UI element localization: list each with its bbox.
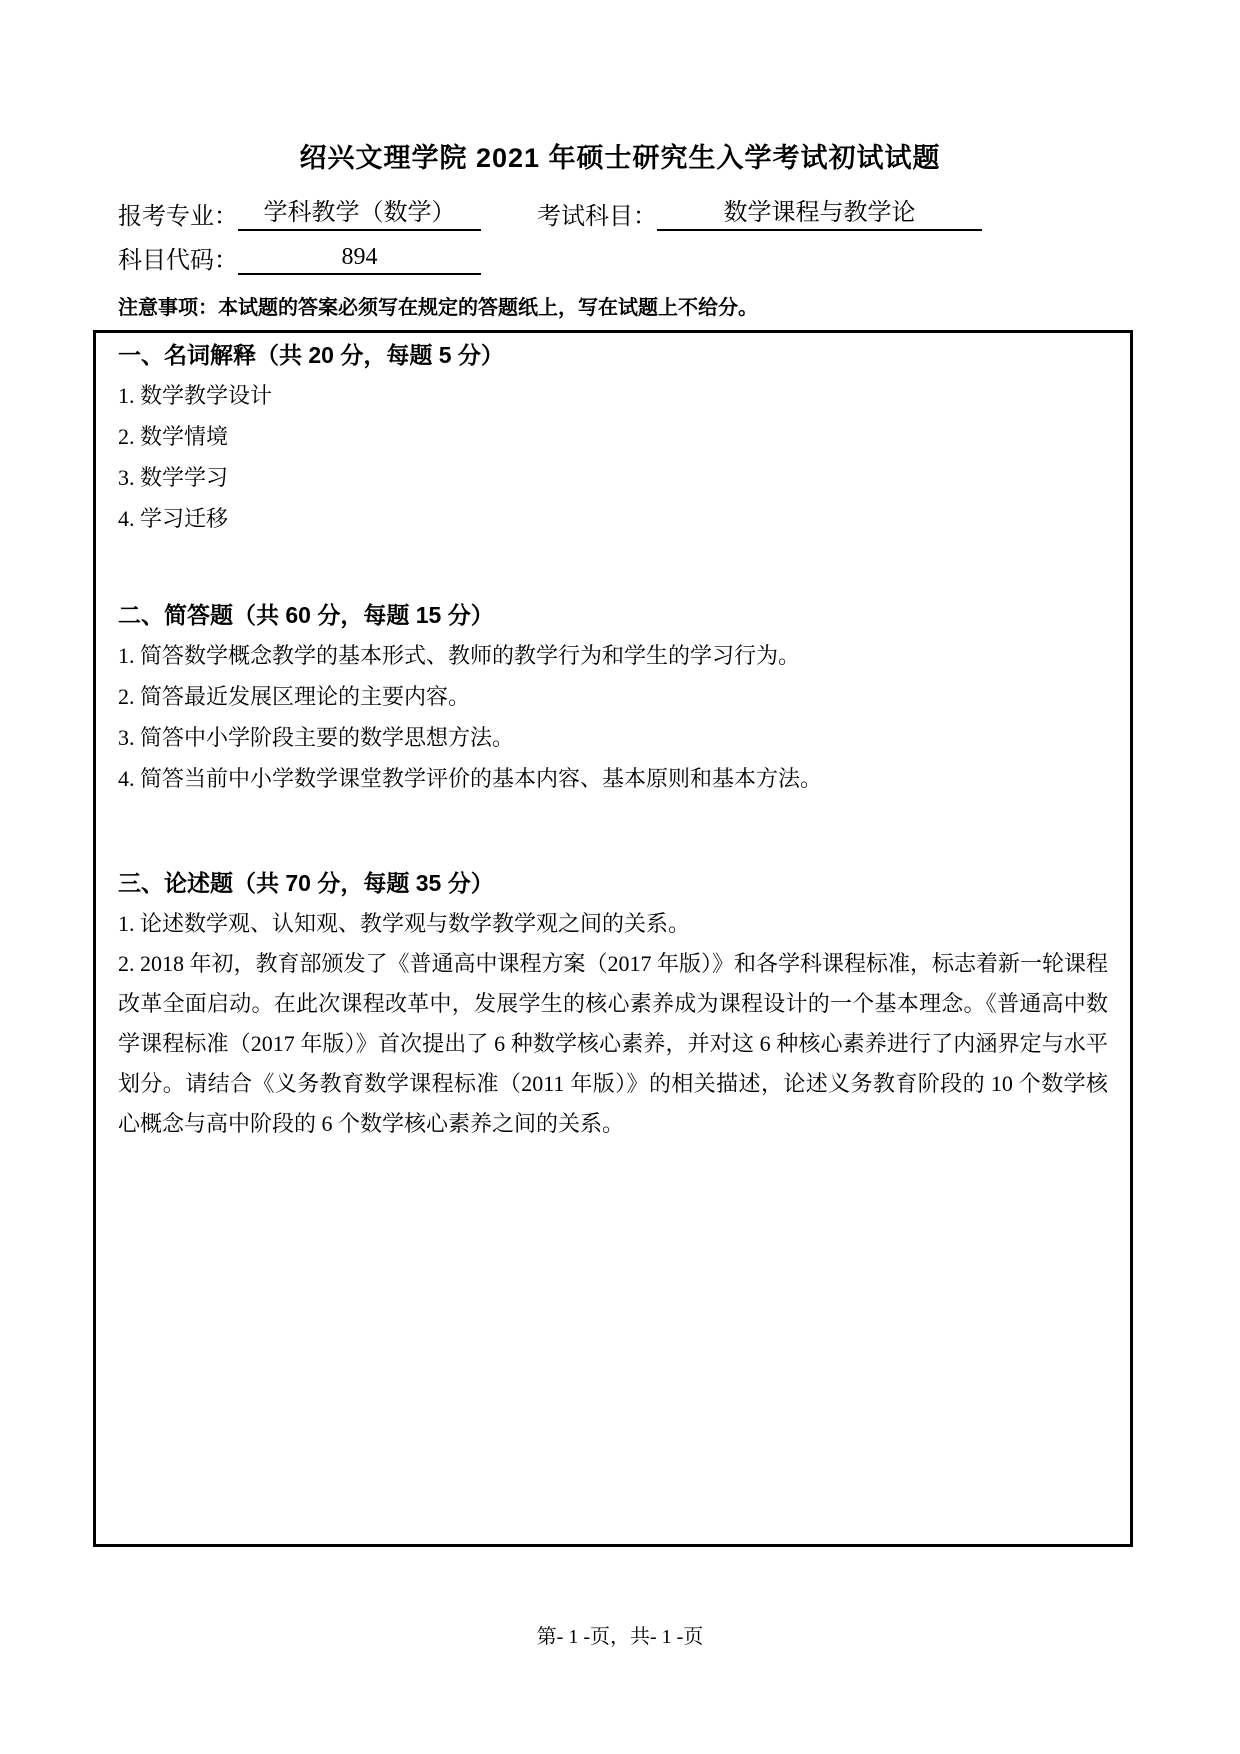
section-heading: 二、简答题（共 60 分，每题 15 分） [118,602,494,628]
page-number-footer: 第- 1 -页，共- 1 -页 [536,1626,704,1648]
section-short-answer [118,595,1108,799]
page-title: 绍兴文理学院 2021 年硕士研究生入学考试初试试题 [299,143,941,173]
question-item: 1. 简答数学概念教学的基本形式、教师的教学行为和学生的学习行为。 [118,643,801,668]
question-box [93,330,1133,1547]
header-row-major-subject [118,192,982,231]
subject-value: 数学课程与教学论 [657,192,982,231]
notice-line: 注意事项：本试题的答案必须写在规定的答题纸上，写在试题上不给分。 [118,297,758,319]
question-item: 4. 学习迁移 [118,506,229,531]
section-heading: 一、名词解释（共 20 分，每题 5 分） [118,342,504,368]
code-value: 894 [238,244,481,275]
question-item: 2. 数学情境 [118,424,229,449]
question-item: 3. 简答中小学阶段主要的数学思想方法。 [118,725,515,750]
major-label: 报考专业： [118,204,238,230]
code-label: 科目代码： [118,248,238,274]
section-terms [118,335,1108,539]
subject-label: 考试科目： [537,204,657,230]
question-item: 1. 论述数学观、认知观、教学观与数学教学观之间的关系。 [118,911,691,936]
question-item: 1. 数学教学设计 [118,383,273,408]
question-item: 4. 简答当前中小学数学课堂教学评价的基本内容、基本原则和基本方法。 [118,766,823,791]
question-item-paragraph: 2. 2018 年初，教育部颁发了《普通高中课程方案（2017 年版）》和各学科课程标准，标志着新一轮课程改革全面启动。在此次课程改革中，发展学生的核心素养成为课程设计的一个基本理念。《普通高中数学课程标准（2017 年版）》首次提出了 6 种数学核心素养，并对这 6 种核心素养进行了内涵界定与水平划分。请结合《义务教育数学课程标准（2011 年版）》的相关描述，论述义务教育阶段的 10 个数学核心概念与高中阶段的 6 个数学核心素养之间的关系。 [118,951,1109,1136]
question-item: 2. 简答最近发展区理论的主要内容。 [118,684,471,709]
section-essay [118,863,1108,1144]
major-value: 学科教学（数学） [238,192,481,231]
section-heading: 三、论述题（共 70 分，每题 35 分） [118,870,494,896]
header-row-code [118,240,481,275]
question-item: 3. 数学学习 [118,465,229,490]
